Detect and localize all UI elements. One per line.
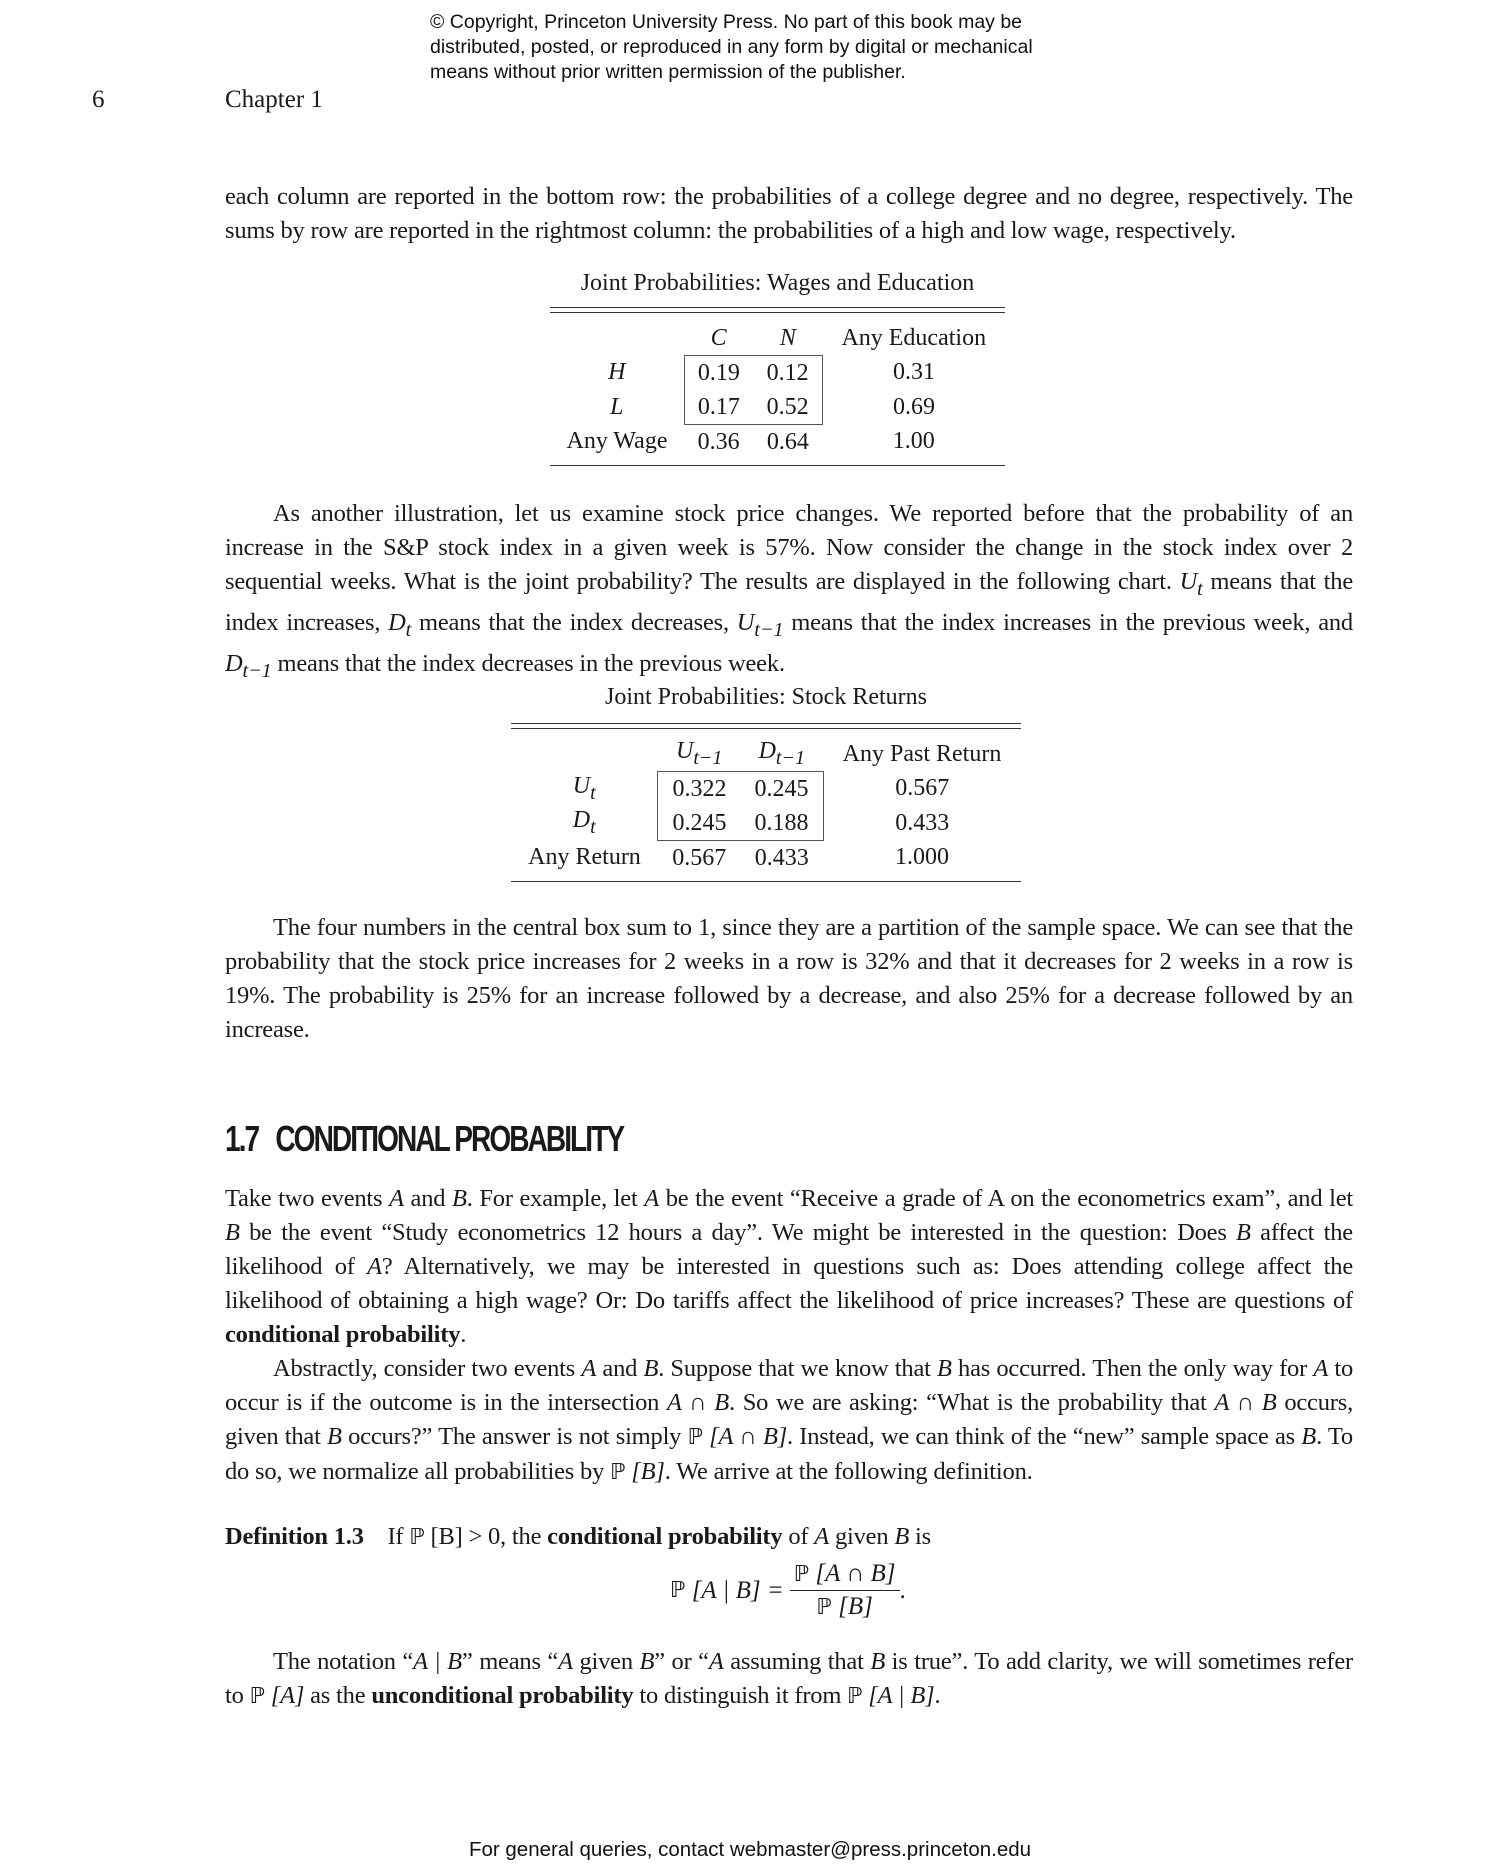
section-title: CONDITIONAL PROBABILITY: [275, 1118, 624, 1159]
cell: 0.567: [895, 775, 950, 802]
cell: 0.19: [684, 356, 753, 391]
cell: 0.31: [893, 359, 935, 386]
wages-table: [550, 321, 1005, 459]
cell: 0.433: [895, 809, 950, 836]
table-row: [550, 425, 1005, 460]
table-top-rule: [550, 307, 1005, 313]
cell: 1.00: [892, 428, 935, 455]
notation-paragraph: The notation “A | B” means “A given B” or “A assuming that B is true”. To add clarity, we will sometimes refer to ℙ [A] as the unconditional probability to distinguish it from ℙ [A | B].: [225, 1648, 1353, 1709]
copyright-line: © Copyright, Princeton University Press. No part of this book may be: [430, 11, 1023, 33]
copyright-line: means without prior written permission of the publisher.: [430, 61, 906, 83]
table-bottom-rule: [550, 465, 1005, 466]
col-header-u-prev: $U_{t-1}$: [676, 738, 723, 769]
running-head: Chapter 1: [225, 86, 323, 113]
table-row: [550, 356, 1005, 391]
table-wages-education: [550, 270, 1005, 466]
section-heading: [225, 1118, 623, 1160]
row-label: $U_t$: [572, 772, 596, 804]
copyright-line: distributed, posted, or reproduced in any form by digital or mechanical: [430, 36, 1033, 58]
cell: 0.245: [658, 806, 741, 841]
cell: 0.245: [741, 772, 824, 807]
cell: 0.433: [754, 844, 809, 871]
definition-label: Definition 1.3: [225, 1523, 364, 1550]
cell: 1.000: [895, 844, 950, 871]
footer-contact: For general queries, contact webmaster@press.princeton.edu: [468, 1838, 1032, 1861]
copyright-notice: [430, 10, 1130, 85]
col-header-any-past-return: Any Past Return: [842, 740, 1002, 767]
col-header-n: N: [779, 324, 796, 351]
intro-paragraph: each column are reported in the bottom row: the probabilities of a college degree and no degree, respectively. The sums by row are reported in the rightmost column: the probabilities of a high and low wage, respectively.: [225, 183, 1353, 244]
fraction: $\frac{\text{ℙ [A ∩ B]}}{\text{ℙ [B]}}$: [790, 1560, 900, 1621]
table-title: Joint Probabilities: Stock Returns: [605, 684, 927, 710]
table-top-rule: [511, 723, 1021, 729]
cell: 0.17: [684, 390, 753, 425]
term-conditional-probability: conditional probability: [225, 1321, 461, 1348]
conditional-probability-formula: ℙ [A | B] = $\frac{\text{ℙ [A ∩ B]}}{\text{ℙ [B]}}$ .: [670, 1560, 906, 1620]
table-row: [550, 390, 1005, 425]
term-unconditional-probability: unconditional probability: [371, 1682, 634, 1709]
col-header-d-prev: $D_{t-1}$: [758, 738, 805, 769]
formula-lhs: [A | B] =: [691, 1576, 784, 1604]
table-header-row: [550, 321, 1005, 356]
stock-table: [511, 737, 1021, 875]
four-numbers-paragraph: The four numbers in the central box sum to 1, since they are a partition of the sample space. We can see that the probability that the stock price increases for 2 weeks in a row is 32% and that it decreases for 2 weeks in a row is 19%. The probability is 25% for an increase followed by a decrease, and also 25% for a decrease followed by an increase.: [225, 914, 1353, 1043]
take-two-events-paragraph: Take two events A and B. For example, let A be the event “Receive a grade of A on the econometrics exam”, and let B be the event “Study econometrics 12 hours a day”. We might be interested in the question: Does B affect the likelihood of A? Alternatively, we may be interested in questions such as: Does attending college affect the likelihood of obtaining a high wage? Or: Do tariffs affect the likelihood of price increases? These are questions of conditional probability. Abstractly, consider two events A and B. Suppose that we know that B has occurred. Then the only way for A to occur is if the outcome is in the intersection A ∩ B. So we are asking: “What is the probability that A ∩ B occurs, given that B occurs?” The answer is not simply ℙ [A ∩ B]. Instead, we can think of the “new” sample space as B. To do so, we normalize all probabilities by ℙ [B]. We arrive at the following definition.: [225, 1182, 1353, 1490]
stock-paragraph: As another illustration, let us examine stock price changes. We reported before that the probability of an increase in the S&P stock index in a given week is 57%. Now consider the change in the stock index over 2 sequential weeks. What is the joint probability? The results are displayed in the following chart. $U_t$ means that the index increases, $D_t$ means that the index decreases, $U_{t-1}$ means that the index increases in the previous week, and $D_{t-1}$ means that the index decreases in the previous week.: [225, 500, 1353, 682]
abstract-paragraph: Abstractly, consider two events A and B. Suppose that we know that B has occurred. Then the only way for A to occur is if the outcome is in the intersection A ∩ B. So we are asking: “What is the probability that A ∩ B occurs, given that B occurs?” The answer is not simply ℙ [A ∩ B]. Instead, we can think of the “new” sample space as B. To do so, we normalize all probabilities by ℙ [B]. We arrive at the following definition.: [225, 1355, 1353, 1485]
table-row: [511, 772, 1021, 807]
table-stock-returns: [511, 684, 1021, 882]
col-header-any-education: Any Education: [841, 324, 987, 351]
table-row: [511, 841, 1021, 876]
cell: 0.36: [697, 428, 740, 455]
cell: 0.52: [753, 390, 822, 425]
table-bottom-rule: [511, 881, 1021, 882]
table-header-row: [511, 737, 1021, 772]
section-number: 1.7: [225, 1118, 259, 1159]
row-label: H: [608, 359, 626, 386]
row-label: L: [610, 393, 624, 420]
definition-1-3: Definition 1.3 If ℙ [B] > 0, the conditional probability of A given B is: [225, 1523, 931, 1550]
cell: 0.322: [658, 772, 741, 807]
table-title: Joint Probabilities: Wages and Education: [580, 270, 975, 296]
row-label: Any Return: [528, 844, 641, 871]
cell: 0.12: [753, 356, 822, 391]
cell: 0.188: [741, 806, 824, 841]
table-row: [511, 806, 1021, 841]
row-label: Any Wage: [566, 428, 668, 455]
cell: 0.567: [672, 844, 727, 871]
cell: 0.64: [766, 428, 809, 455]
page-number: 6: [92, 86, 105, 113]
row-label: $D_t$: [572, 807, 596, 839]
col-header-c: C: [710, 324, 727, 351]
cell: 0.69: [893, 393, 935, 420]
